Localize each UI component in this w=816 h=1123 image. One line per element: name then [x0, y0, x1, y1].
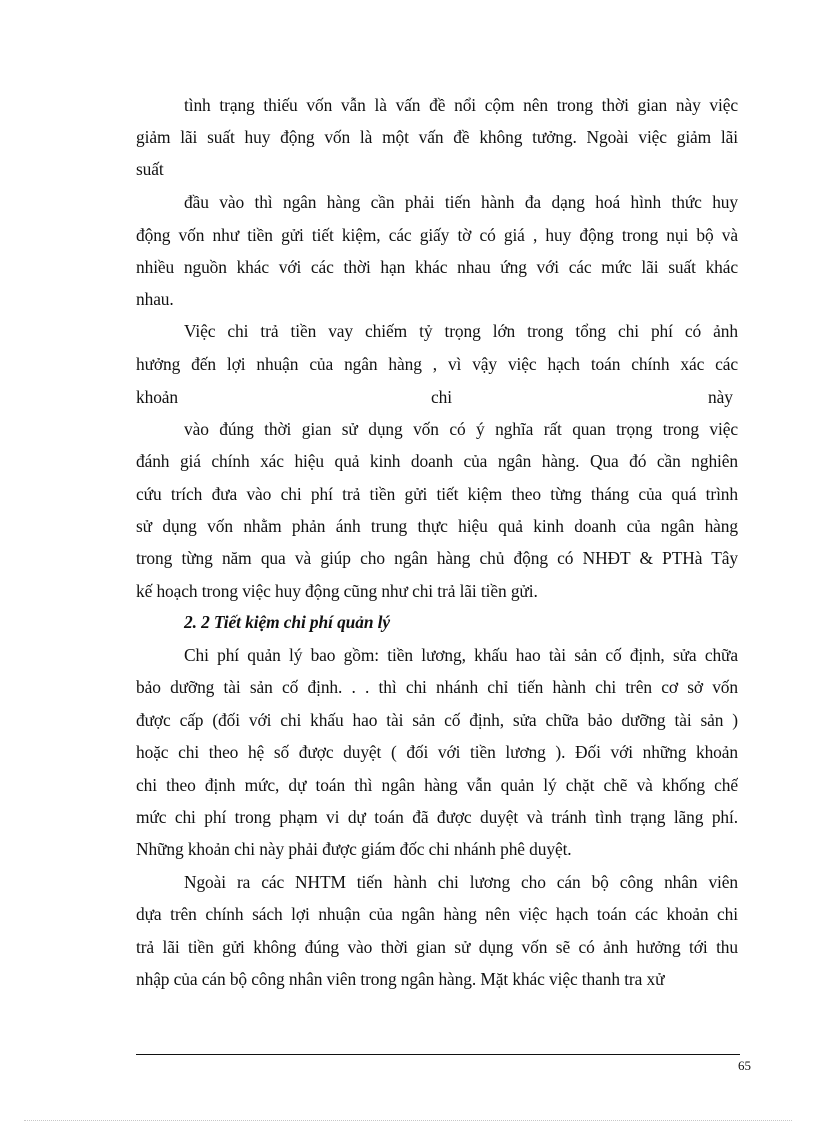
body-line: trong từng năm qua và giúp cho ngân hàng chủ động có NHĐT & PTHà Tây: [136, 548, 738, 568]
body-line: nhau.: [136, 289, 174, 309]
body-line: sử dụng vốn nhằm phản ánh trung thực hiệu quả kinh doanh của ngân hàng: [136, 516, 738, 536]
body-line: trả lãi tiền gửi không đúng vào thời gian sử dụng vốn sẽ có ảnh hưởng tới thu: [136, 937, 738, 957]
body-word-middle: chi: [431, 387, 452, 407]
body-line: kế hoạch trong việc huy động cũng như chi trả lãi tiền gửi.: [136, 581, 538, 601]
body-line: cứu trích đưa vào chi phí trả tiền gửi tiết kiệm theo từng tháng của quá trình: [136, 484, 738, 504]
page-boundary: [24, 1120, 792, 1121]
body-line: mức chi phí trong phạm vi dự toán đã được duyệt và tránh tình trạng lãng phí.: [136, 807, 738, 827]
footer-rule: [136, 1054, 740, 1055]
page-number: 65: [738, 1058, 751, 1073]
body-line: giảm lãi suất huy động vốn là một vấn đề không tưởng. Ngoài việc giảm lãi: [136, 127, 738, 147]
body-word-right: này: [708, 387, 733, 407]
section-heading: 2. 2 Tiết kiệm chi phí quản lý: [184, 612, 391, 632]
body-line: nhiều nguồn khác với các thời hạn khác nhau ứng với các mức lãi suất khác: [136, 257, 738, 277]
body-line: bảo dưỡng tài sản cố định. . . thì chi nhánh chỉ tiến hành chi trên cơ sở vốn: [136, 677, 738, 697]
body-line: đánh giá chính xác hiệu quả kinh doanh của ngân hàng. Qua đó cần nghiên: [136, 451, 738, 471]
body-line: Những khoản chi này phải được giám đốc chi nhánh phê duyệt.: [136, 839, 572, 859]
body-line: suất: [136, 159, 164, 179]
body-line: tình trạng thiếu vốn vẫn là vấn đề nổi cộm nên trong thời gian này việc: [184, 95, 738, 115]
body-line: được cấp (đối với chi khấu hao tài sản cố định, sửa chữa bảo dưỡng tài sản ): [136, 710, 738, 730]
body-line: Chi phí quản lý bao gồm: tiền lương, khấu hao tài sản cố định, sửa chữa: [184, 645, 738, 665]
body-line: động vốn như tiền gửi tiết kiệm, các giấy tờ có giá , huy động trong nụi bộ và: [136, 225, 738, 245]
body-line: dựa trên chính sách lợi nhuận của ngân hàng nên việc hạch toán các khoản chi: [136, 904, 738, 924]
body-line: đầu vào thì ngân hàng cần phải tiến hành đa dạng hoá hình thức huy: [184, 192, 738, 212]
body-line: nhập của cán bộ công nhân viên trong ngân hàng. Mặt khác việc thanh tra xử: [136, 969, 665, 989]
body-word-left: khoản: [136, 387, 179, 407]
body-line: vào đúng thời gian sử dụng vốn có ý nghĩa rất quan trọng trong việc: [184, 419, 738, 439]
body-line: Ngoài ra các NHTM tiến hành chi lương cho cán bộ công nhân viên: [184, 872, 738, 892]
body-line: chi theo định mức, dự toán thì ngân hàng vẫn quản lý chặt chẽ và khống chế: [136, 775, 738, 795]
body-line: hoặc chi theo hệ số được duyệt ( đối với tiền lương ). Đối với những khoản: [136, 742, 738, 762]
body-line: hưởng đến lợi nhuận của ngân hàng , vì vậy việc hạch toán chính xác các: [136, 354, 738, 374]
body-line: Việc chi trả tiền vay chiếm tỷ trọng lớn trong tổng chi phí có ảnh: [184, 321, 738, 341]
